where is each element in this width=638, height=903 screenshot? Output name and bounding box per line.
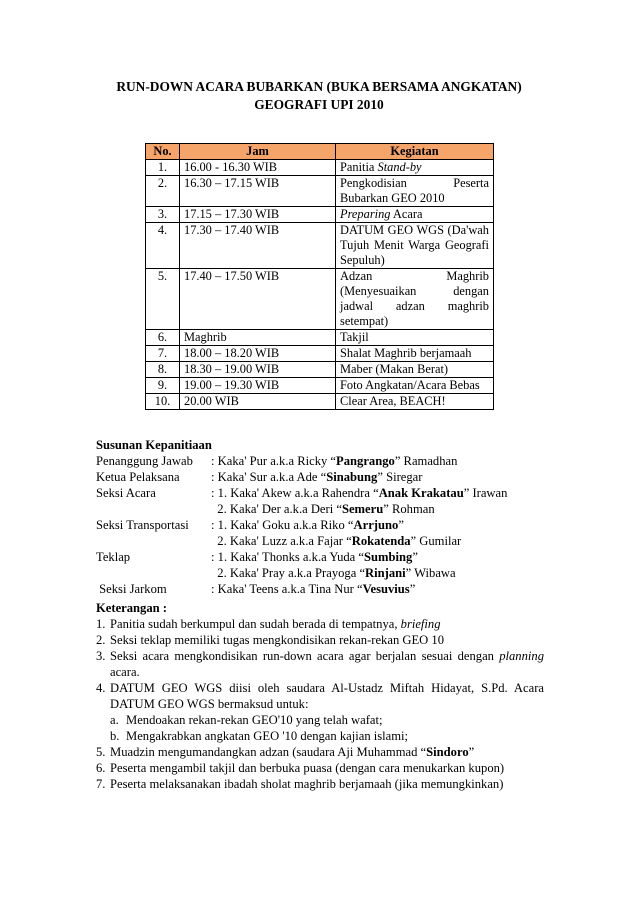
list-number: 4. — [96, 681, 106, 695]
item-after: ” — [468, 745, 475, 759]
member-nickname: Rokatenda — [351, 534, 411, 548]
member-nickname: Arrjuno — [353, 518, 399, 532]
member-post: ” — [412, 550, 418, 564]
committee-role: Ketua Pelaksana — [96, 470, 180, 484]
row-kegiatan: Pengkodisian Peserta Bubarkan GEO 2010 — [336, 176, 494, 207]
table-row — [146, 176, 494, 207]
member-post: ” — [398, 518, 404, 532]
member-pre: : 1. Kaka' Thonks a.k.a Yuda “ — [211, 550, 365, 564]
list-text: Seksi teklap memiliki tugas mengkondisikan rekan-rekan GEO 10 — [110, 633, 445, 647]
row-jam: 16.30 – 17.15 WIB — [180, 176, 336, 207]
member-post: ” Rohman — [383, 502, 435, 516]
row-no: 2. — [146, 176, 180, 207]
row-kegiatan: Clear Area, BEACH! — [336, 394, 494, 410]
sub-list-text: Mendoakan rekan-rekan GEO'10 yang telah wafat; — [126, 713, 383, 727]
document-title — [90, 78, 548, 114]
row-kegiatan: Adzan Maghrib (Menyesuaikan dengan jadwal adzan maghrib setempat) — [336, 269, 494, 330]
sub-list-text: Mengakrabkan angkatan GEO '10 dengan kajian islami; — [126, 729, 409, 743]
member-pre: 2. Kaka' Der a.k.a Deri “ — [211, 502, 342, 516]
row-kegiatan — [336, 160, 494, 176]
committee-row — [96, 469, 556, 485]
member-pre: 2. Kaka' Luzz a.k.a Fajar “ — [211, 534, 352, 548]
item-after: acara. — [110, 665, 140, 679]
row-no: 3. — [146, 207, 180, 223]
row-no: 5. — [146, 269, 180, 330]
kegiatan-after: Acara — [390, 207, 423, 221]
member-nickname: Sumbing — [364, 550, 413, 564]
row-jam: 17.30 – 17.40 WIB — [180, 223, 336, 269]
row-no: 8. — [146, 362, 180, 378]
row-jam: 16.00 - 16.30 WIB — [180, 160, 336, 176]
list-number: 3. — [96, 649, 106, 663]
title-line-2: GEOGRAFI UPI 2010 — [254, 97, 384, 112]
committee-member — [211, 565, 556, 581]
member-pre: : Kaka' Sur a.k.a Ade “ — [211, 470, 327, 484]
row-no: 6. — [146, 330, 180, 346]
committee-member — [211, 549, 556, 565]
member-post: ” Gumilar — [410, 534, 462, 548]
item-italic: planning — [499, 649, 544, 663]
committee-row — [96, 517, 556, 549]
table-row — [146, 346, 494, 362]
committee-members — [211, 517, 556, 549]
sub-list-letter: b. — [110, 729, 120, 743]
member-nickname: Pangrango — [336, 454, 395, 468]
committee-row — [96, 581, 556, 597]
row-no: 9. — [146, 378, 180, 394]
member-nickname: Sinabung — [326, 470, 378, 484]
list-text: Peserta mengambil takjil dan berbuka puasa (dengan cara menukarkan kupon) — [110, 761, 505, 775]
committee-member — [211, 453, 556, 469]
row-jam: 20.00 WIB — [180, 394, 336, 410]
committee-members — [211, 485, 556, 517]
committee-member — [211, 581, 556, 597]
item-text: Panitia sudah berkumpul dan sudah berada di tempatnya, — [110, 617, 401, 631]
list-number: 5. — [96, 745, 106, 759]
member-post: ” Ramadhan — [394, 454, 458, 468]
committee-row — [96, 549, 556, 581]
list-number: 1. — [96, 617, 106, 631]
list-text: Peserta melaksanakan ibadah sholat maghrib berjamaah (jika memungkinkan) — [110, 777, 504, 791]
list-item — [96, 744, 544, 760]
table-row — [146, 330, 494, 346]
table-row — [146, 378, 494, 394]
member-nickname: Vesuvius — [362, 582, 410, 596]
committee-member — [211, 469, 556, 485]
member-pre: 2. Kaka' Pray a.k.a Prayoga “ — [211, 566, 366, 580]
row-kegiatan: Foto Angkatan/Acara Bebas — [336, 378, 494, 394]
item-text: Seksi acara mengkondisikan run-down acara agar berjalan sesuai dengan — [110, 649, 500, 663]
row-no: 4. — [146, 223, 180, 269]
sub-list-item — [96, 712, 544, 728]
committee-row — [96, 485, 556, 517]
list-item — [96, 632, 544, 648]
susunan-kepanitiaan — [96, 438, 556, 597]
member-nickname: Rinjani — [365, 566, 406, 580]
list-text — [110, 648, 544, 680]
header-no: No. — [146, 144, 180, 160]
list-text — [110, 744, 544, 760]
list-number: 7. — [96, 777, 106, 791]
member-pre: : Kaka' Pur a.k.a Ricky “ — [211, 454, 337, 468]
row-jam: 18.00 – 18.20 WIB — [180, 346, 336, 362]
row-jam: 17.15 – 17.30 WIB — [180, 207, 336, 223]
row-kegiatan: Shalat Maghrib berjamaah — [336, 346, 494, 362]
item-italic: briefing — [400, 617, 441, 631]
table-row — [146, 223, 494, 269]
committee-role: Teklap — [96, 550, 131, 564]
member-pre: : Kaka' Teens a.k.a Tina Nur “ — [211, 582, 363, 596]
item-bold: Sindoro — [426, 745, 469, 759]
kegiatan-italic: Stand-by — [377, 160, 422, 174]
list-number: 2. — [96, 633, 106, 647]
list-item — [96, 616, 544, 632]
committee-role: Penanggung Jawab — [96, 454, 193, 468]
list-number: 6. — [96, 761, 106, 775]
member-post: ” Wibawa — [405, 566, 456, 580]
table-row — [146, 362, 494, 378]
committee-role: Seksi Transportasi — [96, 518, 189, 532]
table-header-row — [146, 144, 494, 160]
member-pre: : 1. Kaka' Goku a.k.a Riko “ — [211, 518, 354, 532]
title-line-1: RUN-DOWN ACARA BUBARKAN (BUKA BERSAMA ANGKATAN) — [116, 79, 522, 94]
row-kegiatan: DATUM GEO WGS (Da'wah Tujuh Menit Warga Geografi Sepuluh) — [336, 223, 494, 269]
susunan-heading: Susunan Kepanitiaan — [96, 438, 212, 452]
kegiatan-text: Panitia — [340, 160, 378, 174]
keterangan-section — [96, 600, 544, 792]
list-item — [96, 760, 544, 776]
table-row — [146, 160, 494, 176]
member-post: ” Siregar — [377, 470, 423, 484]
committee-row — [96, 453, 556, 469]
committee-member — [211, 501, 556, 517]
row-kegiatan: Maber (Makan Berat) — [336, 362, 494, 378]
header-jam: Jam — [180, 144, 336, 160]
member-nickname: Semeru — [341, 502, 384, 516]
list-item — [96, 680, 544, 712]
header-kegiatan: Kegiatan — [336, 144, 494, 160]
row-kegiatan — [336, 207, 494, 223]
rundown-table — [145, 143, 494, 410]
list-text — [110, 616, 544, 632]
table-row — [146, 207, 494, 223]
sub-list-item — [96, 728, 544, 744]
member-post: ” Irawan — [463, 486, 508, 500]
table-row — [146, 269, 494, 330]
row-jam: 17.40 – 17.50 WIB — [180, 269, 336, 330]
row-no: 1. — [146, 160, 180, 176]
member-post: ” — [409, 582, 416, 596]
keterangan-heading: Keterangan : — [96, 601, 167, 615]
row-no: 10. — [146, 394, 180, 410]
committee-member — [211, 485, 556, 501]
table-row — [146, 394, 494, 410]
item-text: Muadzin mengumandangkan adzan (saudara Aji Muhammad “ — [110, 745, 427, 759]
committee-members — [211, 549, 556, 581]
list-item — [96, 648, 544, 680]
row-no: 7. — [146, 346, 180, 362]
list-item — [96, 776, 544, 792]
list-text: DATUM GEO WGS diisi oleh saudara Al-Ustadz Miftah Hidayat, S.Pd. Acara DATUM GEO WGS bermaksud untuk: — [110, 681, 544, 711]
committee-member — [211, 517, 556, 533]
member-pre: : 1. Kaka' Akew a.k.a Rahendra “ — [211, 486, 379, 500]
kegiatan-italic: Preparing — [340, 207, 391, 221]
row-jam: 18.30 – 19.00 WIB — [180, 362, 336, 378]
committee-role: Seksi Jarkom — [96, 582, 167, 596]
committee-member — [211, 533, 556, 549]
row-kegiatan: Takjil — [336, 330, 494, 346]
row-jam: 19.00 – 19.30 WIB — [180, 378, 336, 394]
row-jam: Maghrib — [180, 330, 336, 346]
sub-list-letter: a. — [110, 713, 119, 727]
committee-role: Seksi Acara — [96, 486, 156, 500]
member-nickname: Anak Krakatau — [378, 486, 464, 500]
